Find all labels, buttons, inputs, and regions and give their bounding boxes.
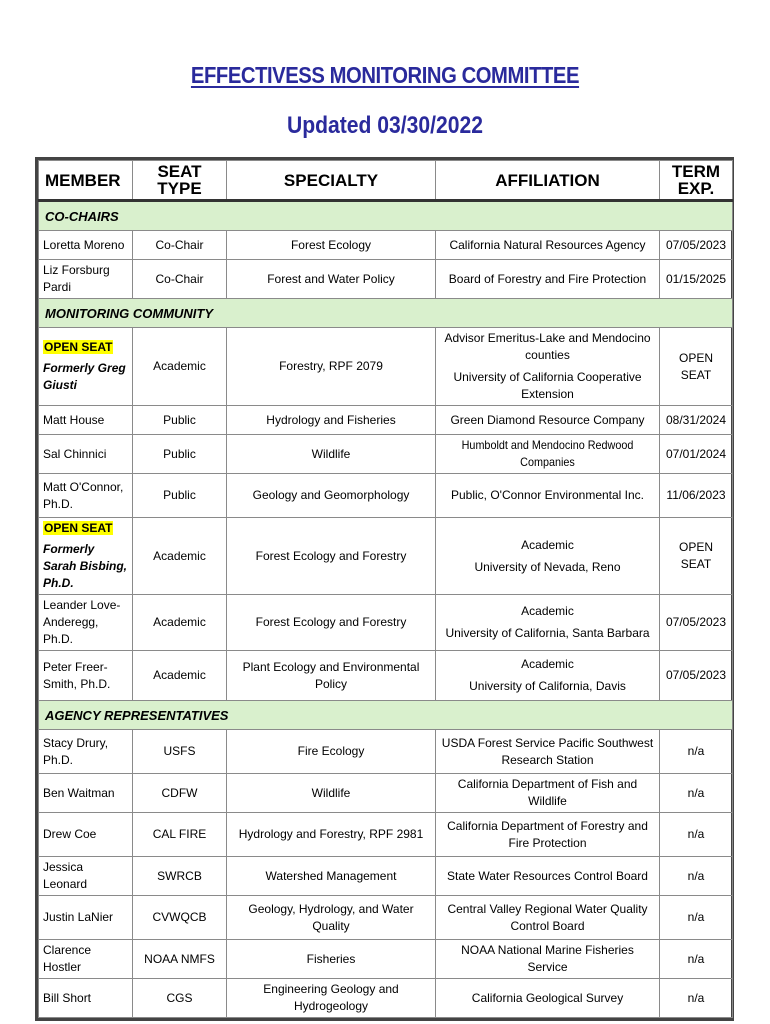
seat-type-cell: USFS	[133, 730, 227, 774]
seat-type-cell: CVWQCB	[133, 896, 227, 940]
term-cell: 07/01/2024	[660, 435, 733, 474]
affiliation-line-1: Advisor Emeritus-Lake and Mendocino counties	[444, 331, 651, 362]
seat-type-cell: Academic	[133, 328, 227, 406]
term-cell: 07/05/2023	[660, 231, 733, 260]
seat-type-cell: Public	[133, 435, 227, 474]
committee-table-container	[35, 157, 734, 1021]
affiliation-line-1: Academic	[521, 604, 574, 618]
header-row	[39, 161, 733, 201]
section-label: AGENCY REPRESENTATIVES	[39, 701, 733, 730]
table-row	[39, 435, 733, 474]
seat-type-cell: CAL FIRE	[133, 813, 227, 857]
affiliation-line-1: Academic	[521, 537, 574, 552]
table-row	[39, 260, 733, 299]
affiliation-cell	[436, 595, 660, 651]
table-row	[39, 231, 733, 260]
term-cell: OPEN SEAT	[660, 328, 733, 406]
seat-type-cell: SWRCB	[133, 857, 227, 896]
former-member: Formerly Sarah Bisbing, Ph.D.	[43, 542, 128, 590]
affiliation-text: Humboldt and Mendocino Redwood Companies	[461, 438, 634, 469]
affiliation-cell	[436, 518, 660, 595]
term-cell: 01/15/2025	[660, 260, 733, 299]
section-label: CO-CHAIRS	[39, 201, 733, 231]
section-row-monitoring	[39, 299, 733, 328]
term-cell: 07/05/2023	[660, 651, 733, 701]
table-row	[39, 896, 733, 940]
member-cell: Drew Coe	[39, 813, 133, 857]
col-header-seat-type: SEAT TYPE	[133, 161, 227, 201]
affiliation-cell: Public, O'Connor Environmental Inc.	[436, 474, 660, 518]
table-row	[39, 813, 733, 857]
table-row	[39, 979, 733, 1018]
term-cell: n/a	[660, 979, 733, 1018]
col-header-term-exp: TERM EXP.	[660, 161, 733, 201]
section-row-cochairs	[39, 201, 733, 231]
open-seat-highlight: OPEN SEAT	[44, 340, 113, 354]
term-cell: 11/06/2023	[660, 474, 733, 518]
term-cell: n/a	[660, 730, 733, 774]
document-title: EFFECTIVESS MONITORING COMMITTEE	[190, 62, 580, 88]
specialty-cell: Forest Ecology	[227, 231, 436, 260]
table-row	[39, 595, 733, 651]
table-row	[39, 406, 733, 435]
table-row	[39, 774, 733, 813]
member-cell: Justin LaNier	[39, 896, 133, 940]
member-cell: Clarence Hostler	[39, 940, 133, 979]
specialty-cell: Forestry, RPF 2079	[227, 328, 436, 406]
seat-type-cell: CGS	[133, 979, 227, 1018]
member-cell: Bill Short	[39, 979, 133, 1018]
specialty-cell: Wildlife	[227, 774, 436, 813]
specialty-cell: Hydrology and Fisheries	[227, 406, 436, 435]
affiliation-cell: NOAA National Marine Fisheries Service	[436, 940, 660, 979]
affiliation-cell: State Water Resources Control Board	[436, 857, 660, 896]
member-cell	[39, 328, 133, 406]
seat-type-cell: Academic	[133, 518, 227, 595]
member-cell: Liz Forsburg Pardi	[39, 260, 133, 299]
seat-type-cell: Academic	[133, 651, 227, 701]
col-header-affiliation: AFFILIATION	[436, 161, 660, 201]
table-row	[39, 474, 733, 518]
table-row	[39, 940, 733, 979]
seat-type-cell: Public	[133, 406, 227, 435]
affiliation-cell	[436, 435, 660, 474]
member-cell: Leander Love-Anderegg, Ph.D.	[39, 595, 133, 651]
member-cell: Peter Freer-Smith, Ph.D.	[39, 651, 133, 701]
specialty-cell: Geology, Hydrology, and Water Quality	[227, 896, 436, 940]
table-row	[39, 730, 733, 774]
table-row	[39, 651, 733, 701]
term-cell: 08/31/2024	[660, 406, 733, 435]
col-header-specialty: SPECIALTY	[227, 161, 436, 201]
seat-type-cell: Co-Chair	[133, 231, 227, 260]
affiliation-line-2: University of California, Santa Barbara	[445, 626, 650, 640]
affiliation-cell	[436, 651, 660, 701]
affiliation-cell: California Department of Fish and Wildlife	[436, 774, 660, 813]
specialty-cell: Plant Ecology and Environmental Policy	[227, 651, 436, 701]
seat-type-cell: CDFW	[133, 774, 227, 813]
section-label: MONITORING COMMUNITY	[39, 299, 733, 328]
member-cell	[39, 518, 133, 595]
table-row	[39, 857, 733, 896]
document-subtitle: Updated 03/30/2022	[286, 112, 484, 139]
seat-type-cell: Academic	[133, 595, 227, 651]
term-cell: n/a	[660, 857, 733, 896]
seat-type-cell: Co-Chair	[133, 260, 227, 299]
specialty-cell: Engineering Geology and Hydrogeology	[227, 979, 436, 1018]
term-cell: 07/05/2023	[660, 595, 733, 651]
former-member: Formerly Greg Giusti	[43, 361, 126, 392]
member-cell: Ben Waitman	[39, 774, 133, 813]
specialty-cell: Wildlife	[227, 435, 436, 474]
affiliation-line-1: Academic	[521, 657, 574, 671]
affiliation-line-2: University of Nevada, Reno	[474, 559, 621, 574]
member-cell: Sal Chinnici	[39, 435, 133, 474]
specialty-cell: Fisheries	[227, 940, 436, 979]
member-cell: Loretta Moreno	[39, 231, 133, 260]
specialty-cell: Hydrology and Forestry, RPF 2981	[227, 813, 436, 857]
section-row-agency	[39, 701, 733, 730]
specialty-cell: Fire Ecology	[227, 730, 436, 774]
affiliation-cell: USDA Forest Service Pacific Southwest Research Station	[436, 730, 660, 774]
seat-type-cell: NOAA NMFS	[133, 940, 227, 979]
committee-table	[38, 160, 733, 1018]
term-cell: OPEN SEAT	[660, 518, 733, 595]
term-cell: n/a	[660, 896, 733, 940]
affiliation-cell: California Geological Survey	[436, 979, 660, 1018]
open-seat-highlight: OPEN SEAT	[44, 521, 113, 535]
specialty-cell: Watershed Management	[227, 857, 436, 896]
affiliation-line-2: University of California Cooperative Extension	[453, 370, 642, 401]
term-cell: n/a	[660, 774, 733, 813]
table-row	[39, 328, 733, 406]
affiliation-cell: Board of Forestry and Fire Protection	[436, 260, 660, 299]
term-cell: n/a	[660, 813, 733, 857]
seat-type-cell: Public	[133, 474, 227, 518]
specialty-cell: Forest and Water Policy	[227, 260, 436, 299]
affiliation-cell: Green Diamond Resource Company	[436, 406, 660, 435]
specialty-cell: Forest Ecology and Forestry	[227, 518, 436, 595]
affiliation-cell: Central Valley Regional Water Quality Control Board	[436, 896, 660, 940]
specialty-cell: Geology and Geomorphology	[227, 474, 436, 518]
affiliation-cell	[436, 328, 660, 406]
term-cell: n/a	[660, 940, 733, 979]
col-header-member: MEMBER	[39, 161, 133, 201]
table-row	[39, 518, 733, 595]
affiliation-cell: California Department of Forestry and Fire Protection	[436, 813, 660, 857]
specialty-cell: Forest Ecology and Forestry	[227, 595, 436, 651]
member-cell: Matt House	[39, 406, 133, 435]
member-cell: Matt O'Connor, Ph.D.	[39, 474, 133, 518]
affiliation-cell: California Natural Resources Agency	[436, 231, 660, 260]
affiliation-line-2: University of California, Davis	[469, 679, 626, 693]
member-cell: Jessica Leonard	[39, 857, 133, 896]
member-cell: Stacy Drury, Ph.D.	[39, 730, 133, 774]
